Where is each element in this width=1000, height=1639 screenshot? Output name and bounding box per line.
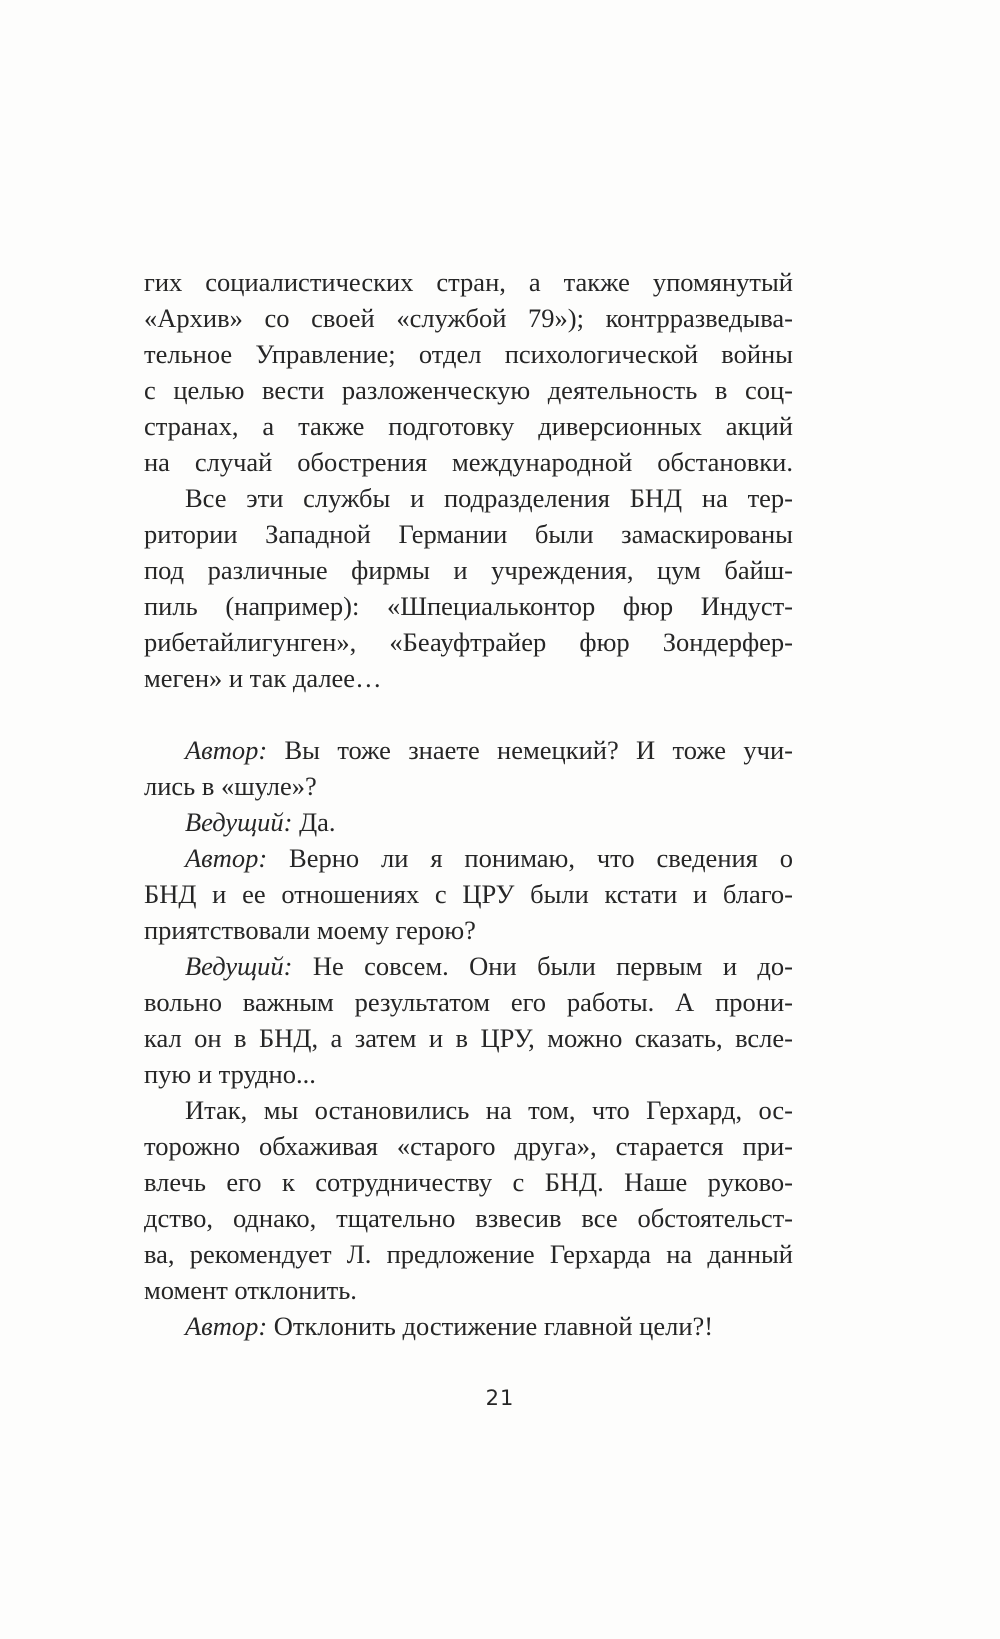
text-line: «Архив» со своей «службой 79»); контрразведыва- — [144, 303, 793, 333]
dialogue-line: вольно важным результатом его работы. А прони- — [144, 987, 793, 1017]
page-number: 21 — [485, 1386, 515, 1410]
dialogue-text: Отклонить достижение главной цели?! — [273, 1311, 714, 1341]
author-label: Автор: — [185, 1311, 268, 1341]
text-line: под различные фирмы и учреждения, цум байш- — [144, 555, 793, 585]
dialogue-text: Да. — [299, 807, 336, 837]
dialogue-line: приятствовали моему герою? — [144, 915, 476, 945]
dialogue-line: лись в «шуле»? — [144, 771, 317, 801]
text-line: с целью вести разложенческую деятельность в соц- — [144, 375, 793, 405]
text-line: ритории Западной Германии были замаскированы — [144, 519, 793, 549]
host-label: Ведущий: — [185, 807, 293, 837]
text-line: ва, рекомендует Л. предложение Герхарда на данный — [144, 1239, 793, 1269]
dialogue-text: Не совсем. Они были первым и до- — [312, 951, 793, 981]
dialogue-line — [144, 732, 793, 768]
dialogue-line — [144, 804, 793, 840]
text-line: меген» и так далее… — [144, 663, 382, 693]
dialogue-line: БНД и ее отношениях с ЦРУ были кстати и благо- — [144, 879, 793, 909]
text-line: момент отклонить. — [144, 1275, 357, 1305]
text-line: рибетайлигунген», «Беауфтрайер фюр Зондерфер- — [144, 627, 793, 657]
text-line: гих социалистических стран, а также упомянутый — [144, 267, 793, 297]
text-line: тельное Управление; отдел психологической войны — [144, 339, 793, 369]
dialogue-line: кал он в БНД, а затем и в ЦРУ, можно сказать, всле- — [144, 1023, 793, 1053]
dialogue-text: Вы тоже знаете немецкий? И тоже учи- — [284, 735, 793, 765]
text-line: дство, однако, тщательно взвесив все обстоятельст- — [144, 1203, 793, 1233]
host-label: Ведущий: — [185, 951, 293, 981]
text-line: на случай обострения международной обстановки. — [144, 447, 793, 477]
dialogue-text: Верно ли я понимаю, что сведения о — [289, 843, 793, 873]
text-line: торожно обхаживая «старого друга», старается при- — [144, 1131, 793, 1161]
dialogue-line — [144, 840, 793, 876]
text-line: Итак, мы остановились на том, что Герхард, ос- — [185, 1095, 793, 1125]
author-label: Автор: — [185, 843, 268, 873]
text-line: пиль (например): «Шпециальконтор фюр Индуст- — [144, 591, 793, 621]
text-line: влечь его к сотрудничеству с БНД. Наше руково- — [144, 1167, 793, 1197]
author-label: Автор: — [185, 735, 268, 765]
dialogue-line — [144, 948, 793, 984]
dialogue-line: пую и трудно... — [144, 1059, 316, 1089]
text-line: Все эти службы и подразделения БНД на тер- — [185, 483, 793, 513]
dialogue-line — [144, 1308, 793, 1344]
text-line: странах, а также подготовку диверсионных акций — [144, 411, 793, 441]
